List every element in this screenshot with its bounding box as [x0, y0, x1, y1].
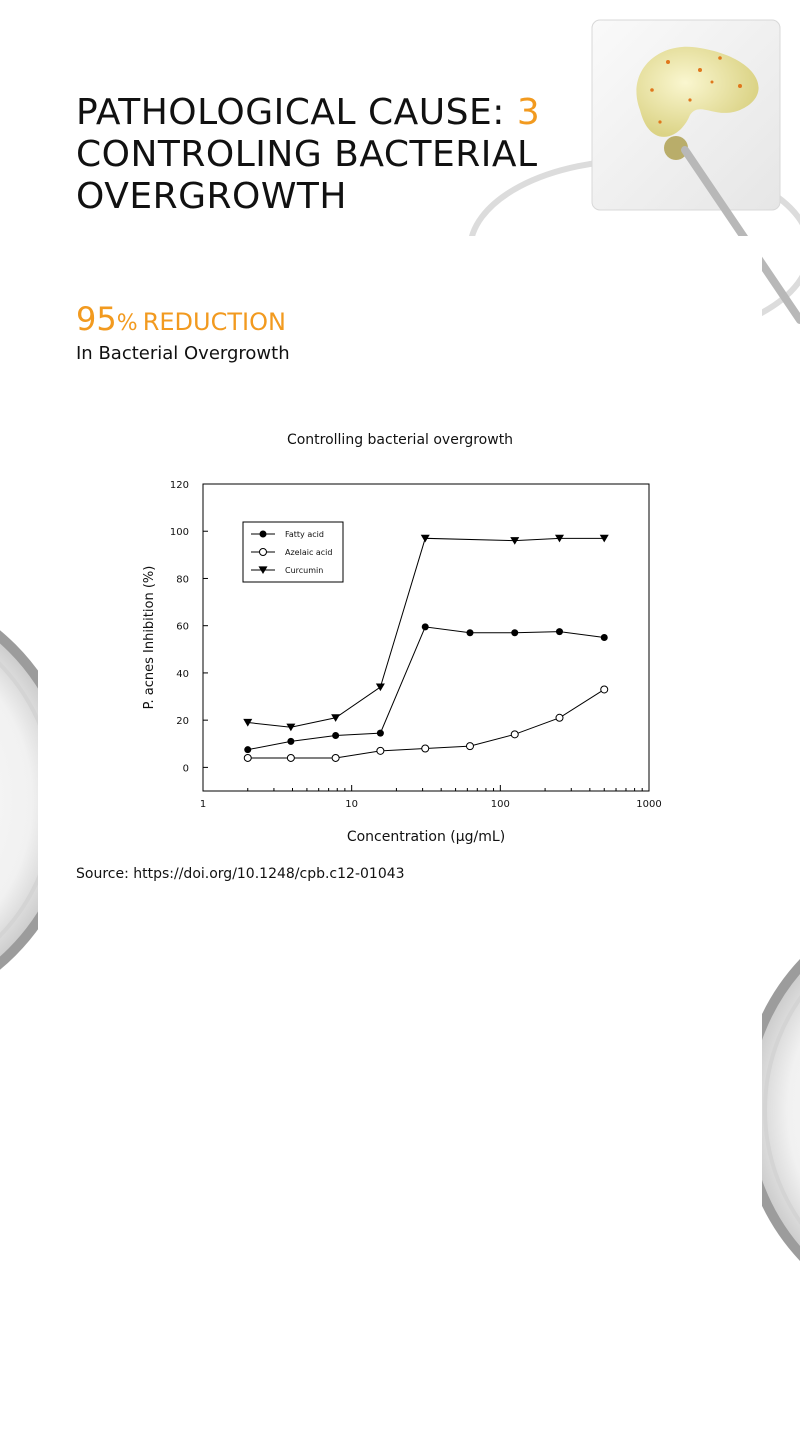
y-axis-label: P. acnes Inhibition (%)	[142, 565, 157, 710]
data-point-series-1	[377, 730, 384, 737]
headline-number: 3	[516, 92, 541, 133]
x-axis-label: Concentration (µg/mL)	[346, 829, 506, 845]
data-point-series-1	[466, 629, 473, 636]
y-tick-label: 80	[176, 574, 189, 586]
stat-label: REDUCTION	[142, 308, 286, 336]
y-tick-label: 20	[176, 716, 189, 728]
data-point-series-2	[466, 743, 473, 750]
x-tick-label: 1000	[636, 799, 662, 810]
x-tick-label: 10	[345, 799, 359, 810]
data-point-series-2	[377, 747, 384, 754]
chart-title: Controlling bacterial overgrowth	[286, 432, 514, 448]
data-point-series-2	[244, 754, 251, 761]
data-point-series-1	[601, 634, 608, 641]
y-tick-label: 40	[176, 668, 189, 680]
stat-subtitle: In Bacterial Overgrowth	[76, 343, 290, 364]
headline-line3: OVERGROWTH	[76, 176, 347, 217]
legend-label: Curcumin	[285, 566, 324, 575]
data-point-series-1	[244, 746, 251, 753]
y-tick-label: 120	[169, 480, 189, 491]
x-tick-label: 1	[199, 799, 207, 810]
data-point-series-1	[422, 623, 429, 630]
x-tick-label: 100	[490, 799, 510, 810]
data-point-series-2	[511, 731, 518, 738]
series-line-1	[248, 627, 604, 750]
legend-marker	[260, 549, 267, 556]
legend-label: Azelaic acid	[285, 548, 333, 557]
chart-container	[130, 425, 670, 855]
stat-unit: %	[116, 311, 138, 336]
legend-marker	[260, 531, 267, 538]
data-point-series-2	[556, 714, 563, 721]
data-point-series-1	[332, 732, 339, 739]
y-tick-label: 100	[169, 527, 189, 539]
data-point-series-1	[511, 629, 518, 636]
data-point-series-1	[287, 738, 294, 745]
y-tick-label: 60	[176, 621, 189, 633]
data-point-series-1	[556, 628, 563, 635]
source-citation: Source: https://doi.org/10.1248/cpb.c12-01043	[76, 866, 405, 882]
data-point-series-2	[332, 754, 339, 761]
data-point-series-2	[422, 745, 429, 752]
headline-line2: CONTROLING BACTERIAL	[76, 134, 538, 175]
stat-value: 95	[76, 300, 117, 338]
data-point-series-3	[376, 683, 385, 691]
headline-line1-text: PATHOLOGICAL CAUSE:	[76, 92, 517, 133]
reduction-stat	[76, 300, 286, 338]
legend-label: Fatty acid	[285, 530, 324, 539]
data-point-series-2	[601, 686, 608, 693]
inhibition-chart	[130, 425, 670, 855]
y-tick-label: 0	[182, 763, 189, 775]
data-point-series-3	[286, 724, 295, 732]
headline	[76, 92, 540, 218]
data-point-series-2	[287, 754, 294, 761]
